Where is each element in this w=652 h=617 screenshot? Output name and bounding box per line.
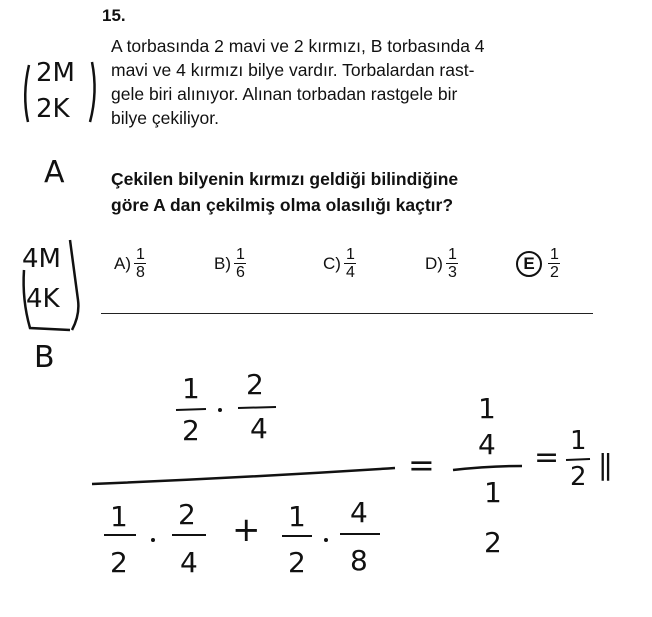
solution-equals-2: = (534, 440, 560, 475)
option-a-numerator: 1 (136, 246, 145, 263)
prompt-line-1: Çekilen bilyenin kırmızı geldiği bilindiğine (111, 169, 459, 189)
solution-mid-top-num: 1 (478, 392, 496, 425)
handwriting-bag-b-blue: 4M (22, 244, 61, 274)
solution-plus: + (232, 510, 261, 550)
solution-top-frac1-den: 2 (182, 414, 200, 447)
solution-result-den: 2 (570, 462, 587, 492)
solution-top-frac2-den: 4 (250, 412, 268, 445)
question-line-1: A torbasında 2 mavi ve 2 kırmızı, B torbasında 4 (111, 36, 485, 56)
solution-bot-frac2-den: 4 (180, 546, 198, 579)
solution-mid-bot-den: 2 (484, 526, 502, 559)
handwriting-bag-b-red: 4K (26, 284, 60, 314)
option-d-numerator: 1 (447, 246, 457, 263)
solution-bot-frac1-den: 2 (110, 546, 128, 579)
solution-mid-bot-num: 1 (484, 476, 502, 509)
solution-end-mark: || (598, 448, 609, 481)
handwriting-bag-a-red: 2K (36, 94, 70, 124)
solution-bot-frac1-num: 1 (110, 500, 128, 533)
handwriting-bag-b-name: B (34, 340, 55, 375)
question-line-4: bilye çekiliyor. (111, 108, 219, 128)
solution-bot-frac2-num: 2 (178, 498, 196, 531)
option-d-label: D) (425, 253, 443, 273)
option-e-circled-label: E (516, 251, 542, 277)
solution-top-frac1-num: 1 (182, 372, 200, 405)
handwriting-bag-a-blue: 2M (36, 58, 75, 88)
solution-bot-frac4-num: 4 (350, 496, 368, 529)
option-c-denominator: 4 (345, 264, 355, 281)
question-line-2: mavi ve 4 kırmızı bilye vardır. Torbalardan rast- (111, 60, 475, 80)
question-number: 15. (102, 6, 126, 25)
option-a-label: A) (114, 253, 131, 273)
option-b-denominator: 6 (236, 264, 245, 281)
prompt-line-2: göre A dan çekilmiş olma olasılığı kaçtır? (111, 195, 454, 215)
option-b-label: B) (214, 253, 231, 273)
option-e-numerator: 1 (550, 246, 559, 263)
option-a-denominator: 8 (136, 264, 145, 281)
solution-top-frac2-num: 2 (246, 368, 264, 401)
solution-result-num: 1 (570, 426, 587, 456)
solution-bot-frac4-den: 8 (350, 544, 368, 577)
option-b-numerator: 1 (236, 246, 245, 263)
option-c-numerator: 1 (345, 246, 355, 263)
solution-mid-top-den: 4 (478, 428, 496, 461)
solution-equals-1: = (408, 446, 435, 484)
option-d-denominator: 3 (447, 264, 457, 281)
option-c-label: C) (323, 253, 341, 273)
solution-bot-frac3-den: 2 (288, 546, 306, 579)
option-e-denominator: 2 (550, 264, 559, 281)
handwriting-bag-a-name: A (44, 155, 65, 190)
solution-bot-frac3-num: 1 (288, 500, 306, 533)
question-line-3: gele biri alınıyor. Alınan torbadan rastgele bir (111, 84, 458, 104)
